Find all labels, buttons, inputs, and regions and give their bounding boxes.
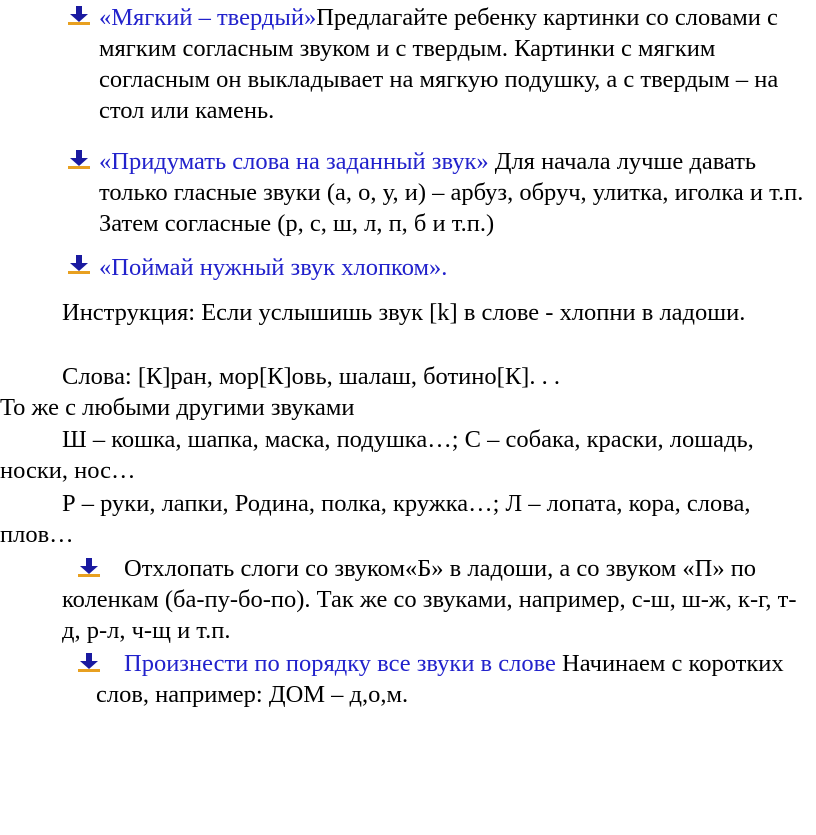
bullet-item-invent-words: [99, 146, 809, 239]
bullet-item-clap-syllables: Отхлопать слоги со звуком«Б» в ладоши, а со звуком «П» по коленкам (ба-пу-бо-по). Так же со звуками, например, с-ш, ш-ж, к-г, т-д, р-л, ч-щ и т.п.: [62, 555, 797, 644]
bullet-title: «Придумать слова на заданный звук»: [99, 148, 489, 175]
arrow-bullet-icon: [68, 255, 90, 275]
same-sounds-paragraph: То же с любыми другими звуками: [0, 394, 355, 421]
arrow-bullet-icon: [68, 150, 90, 170]
arrow-bullet-icon: [68, 6, 90, 26]
bullet-text: Для начала лучше давать только гласные звуки (а, о, у, и) – арбуз, обруч, улитка, иголка и т.п. Затем согласные (р, с, ш, л, п, б и т.п.): [99, 148, 804, 237]
bullet-title: Произнести по порядку все звуки в слове: [124, 650, 556, 677]
bullet-text: Начинаем с коротких слов, например: ДОМ – д,о,м.: [96, 650, 784, 708]
instruction-paragraph: Инструкция: Если услышишь звук [k] в слове - хлопни в ладоши.: [62, 299, 746, 326]
bullet-item-soft-hard: [99, 2, 804, 126]
bullet-item-catch-sound: [99, 252, 804, 283]
words-paragraph: Слова: [К]ран, мор[К]овь, шалаш, ботино[К]. . .: [62, 363, 560, 390]
bullet-title: «Поймай нужный звук хлопком».: [99, 254, 448, 281]
r-l-paragraph: Р – руки, лапки, Родина, полка, кружка…; Л – лопата, кора, слова, плов…: [0, 490, 751, 548]
sh-s-paragraph: Ш – кошка, шапка, маска, подушка…; С – собака, краски, лошадь, носки, нос…: [0, 426, 754, 484]
bullet-text: Предлагайте ребенку картинки со словами с мягким согласным звуком и с твердым. Картинки с мягким согласным он выкладывает на мягкую подушку, а с твердым – на стол или камень.: [99, 4, 779, 124]
bullet-item-pronounce-sounds: [96, 648, 796, 710]
bullet-title: «Мягкий – твердый»: [99, 4, 317, 31]
